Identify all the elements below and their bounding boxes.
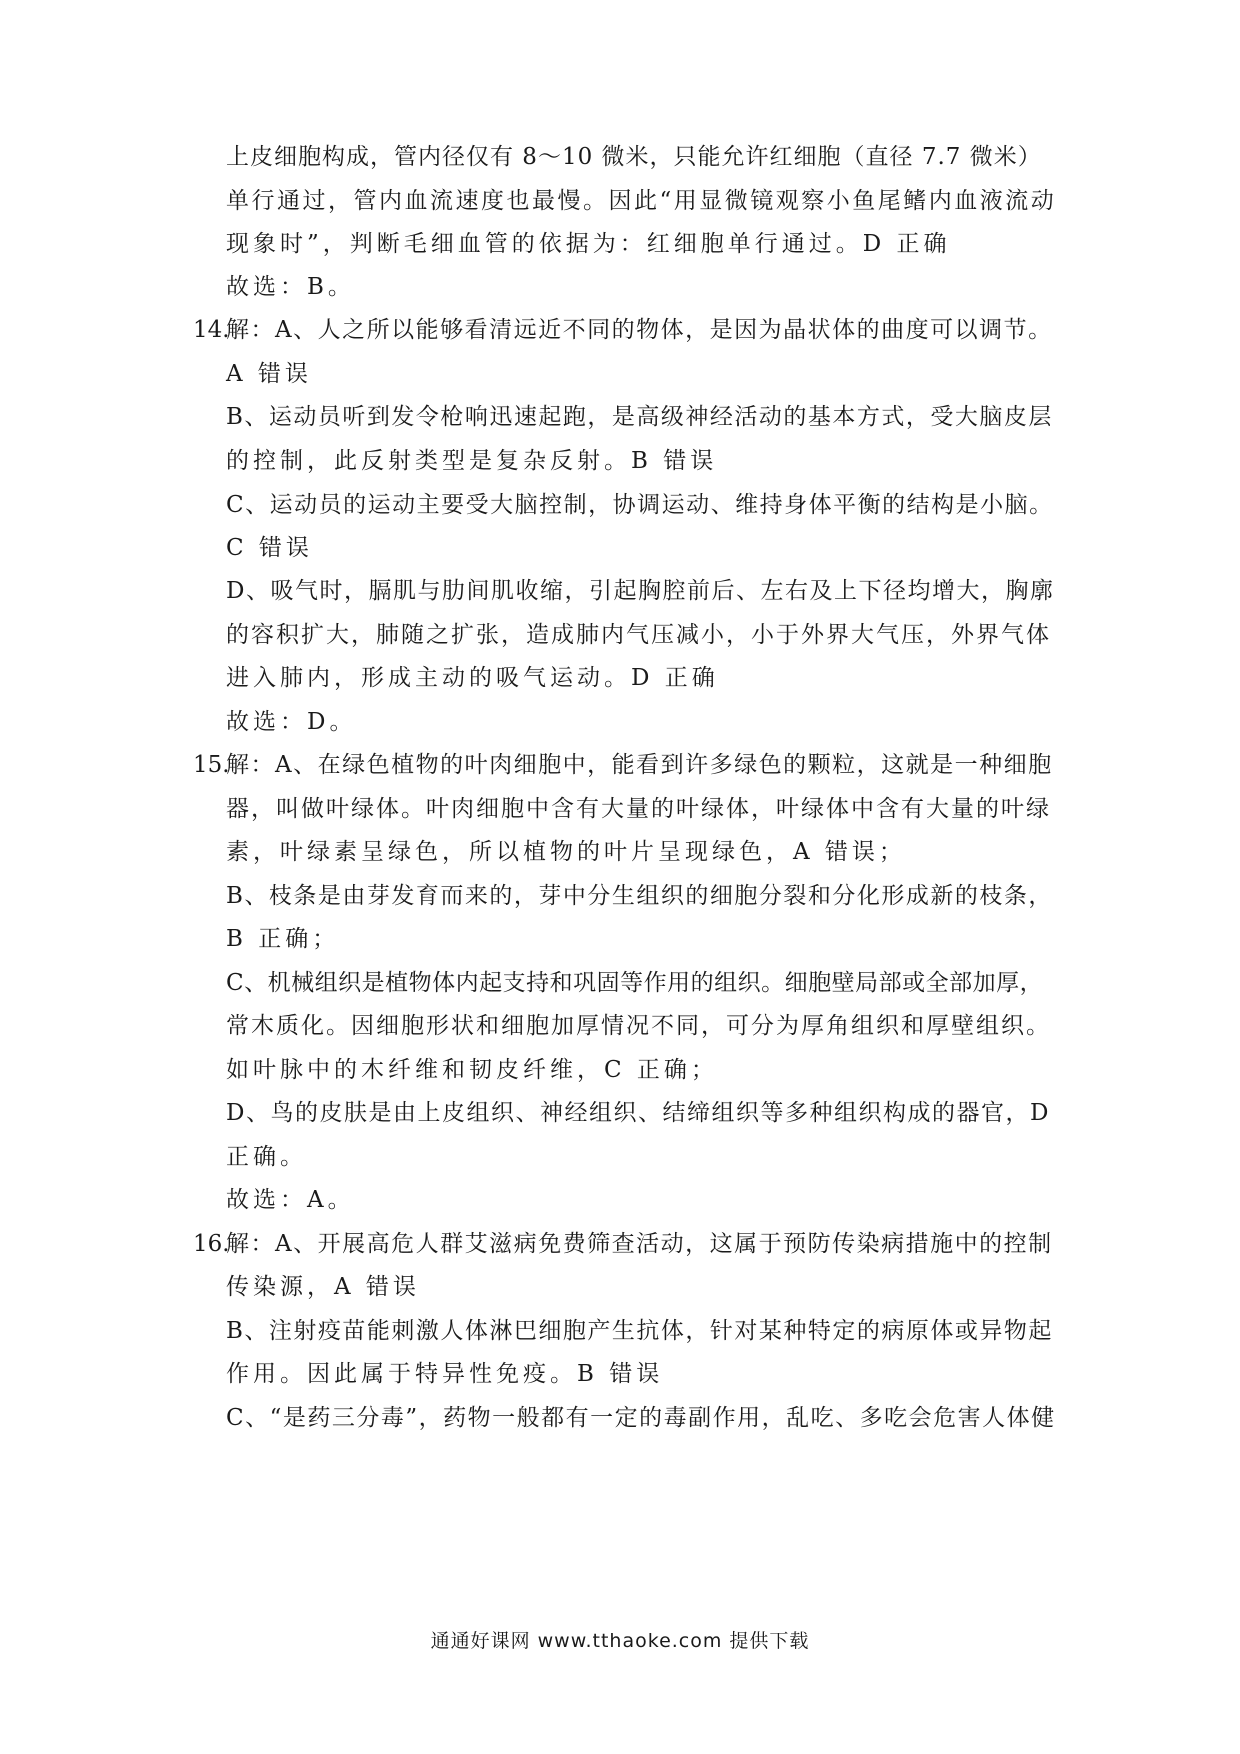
q15-line-10: 正确。 bbox=[226, 1144, 307, 1170]
q16-line-5: C、“是药三分毒”，药物一般都有一定的毒副作用，乱吃、多吃会危害人体健 bbox=[226, 1405, 1056, 1431]
q16-line-3: B、注射疫苗能刺激人体淋巴细胞产生抗体，针对某种特定的病原体或异物起 bbox=[226, 1318, 1053, 1344]
q14-line-4: 的控制，此反射类型是复杂反射。B 错误 bbox=[226, 448, 718, 474]
q13-line-4: 故选：B。 bbox=[226, 274, 355, 300]
q15-line-9: D、鸟的皮肤是由上皮组织、神经组织、结缔组织等多种组织构成的器官，D bbox=[226, 1100, 1050, 1126]
q16-number: 16. bbox=[193, 1231, 230, 1257]
q14-number: 14. bbox=[193, 317, 230, 343]
q15-line-8: 如叶脉中的木纤维和韧皮纤维，C 正确； bbox=[226, 1057, 718, 1083]
q14-line-1: 解：A、人之所以能够看清远近不同的物体，是因为晶状体的曲度可以调节。 bbox=[226, 317, 1053, 343]
q14-line-9: 进入肺内，形成主动的吸气运动。D 正确 bbox=[226, 665, 719, 691]
q14-line-8: 的容积扩大，肺随之扩张，造成肺内气压减小，小于外界大气压，外界气体 bbox=[226, 622, 1051, 648]
q15-line-1: 解：A、在绿色植物的叶肉细胞中，能看到许多绿色的颗粒，这就是一种细胞 bbox=[226, 752, 1053, 778]
q14-line-6: C 错误 bbox=[226, 535, 313, 561]
q15-line-2: 器，叫做叶绿体。叶肉细胞中含有大量的叶绿体，叶绿体中含有大量的叶绿 bbox=[226, 796, 1051, 822]
q15-number: 15. bbox=[193, 752, 230, 778]
q14-line-3: B、运动员听到发令枪响迅速起跑，是高级神经活动的基本方式，受大脑皮层 bbox=[226, 404, 1053, 430]
q16-line-1: 解：A、开展高危人群艾滋病免费筛查活动，这属于预防传染病措施中的控制 bbox=[226, 1231, 1053, 1257]
q15-line-4: B、枝条是由芽发育而来的，芽中分生组织的细胞分裂和分化形成新的枝条， bbox=[226, 883, 1053, 909]
q16-line-4: 作用。因此属于特异性免疫。B 错误 bbox=[226, 1361, 664, 1387]
q15-line-11: 故选：A。 bbox=[226, 1187, 355, 1213]
q14-line-7: D、吸气时，膈肌与肋间肌收缩，引起胸腔前后、左右及上下径均增大，胸廓 bbox=[226, 578, 1055, 604]
q16-line-2: 传染源，A 错误 bbox=[226, 1274, 420, 1300]
q15-line-7: 常木质化。因细胞形状和细胞加厚情况不同，可分为厚角组织和厚壁组织。 bbox=[226, 1013, 1051, 1039]
q14-line-10: 故选：D。 bbox=[226, 709, 357, 735]
q15-line-5: B 正确； bbox=[226, 926, 340, 952]
page-footer: 通通好课网 www.tthaoke.com 提供下载 bbox=[430, 1630, 810, 1652]
q15-line-6: C、机械组织是植物体内起支持和巩固等作用的组织。细胞壁局部或全部加厚， bbox=[226, 970, 1044, 996]
q13-line-3: 现象时”，判断毛细血管的依据为：红细胞单行通过。D 正确 bbox=[226, 231, 951, 257]
q13-line-1: 上皮细胞构成，管内径仅有 8～10 微米，只能允许红细胞（直径 7.7 微米） bbox=[226, 144, 1042, 170]
q14-line-5: C、运动员的运动主要受大脑控制，协调运动、维持身体平衡的结构是小脑。 bbox=[226, 492, 1054, 518]
q14-line-2: A 错误 bbox=[226, 361, 312, 387]
q15-line-3: 素，叶绿素呈绿色，所以植物的叶片呈现绿色，A 错误； bbox=[226, 839, 906, 865]
q13-line-2: 单行通过，管内血流速度也最慢。因此“用显微镜观察小鱼尾鳍内血液流动 bbox=[226, 188, 1057, 214]
